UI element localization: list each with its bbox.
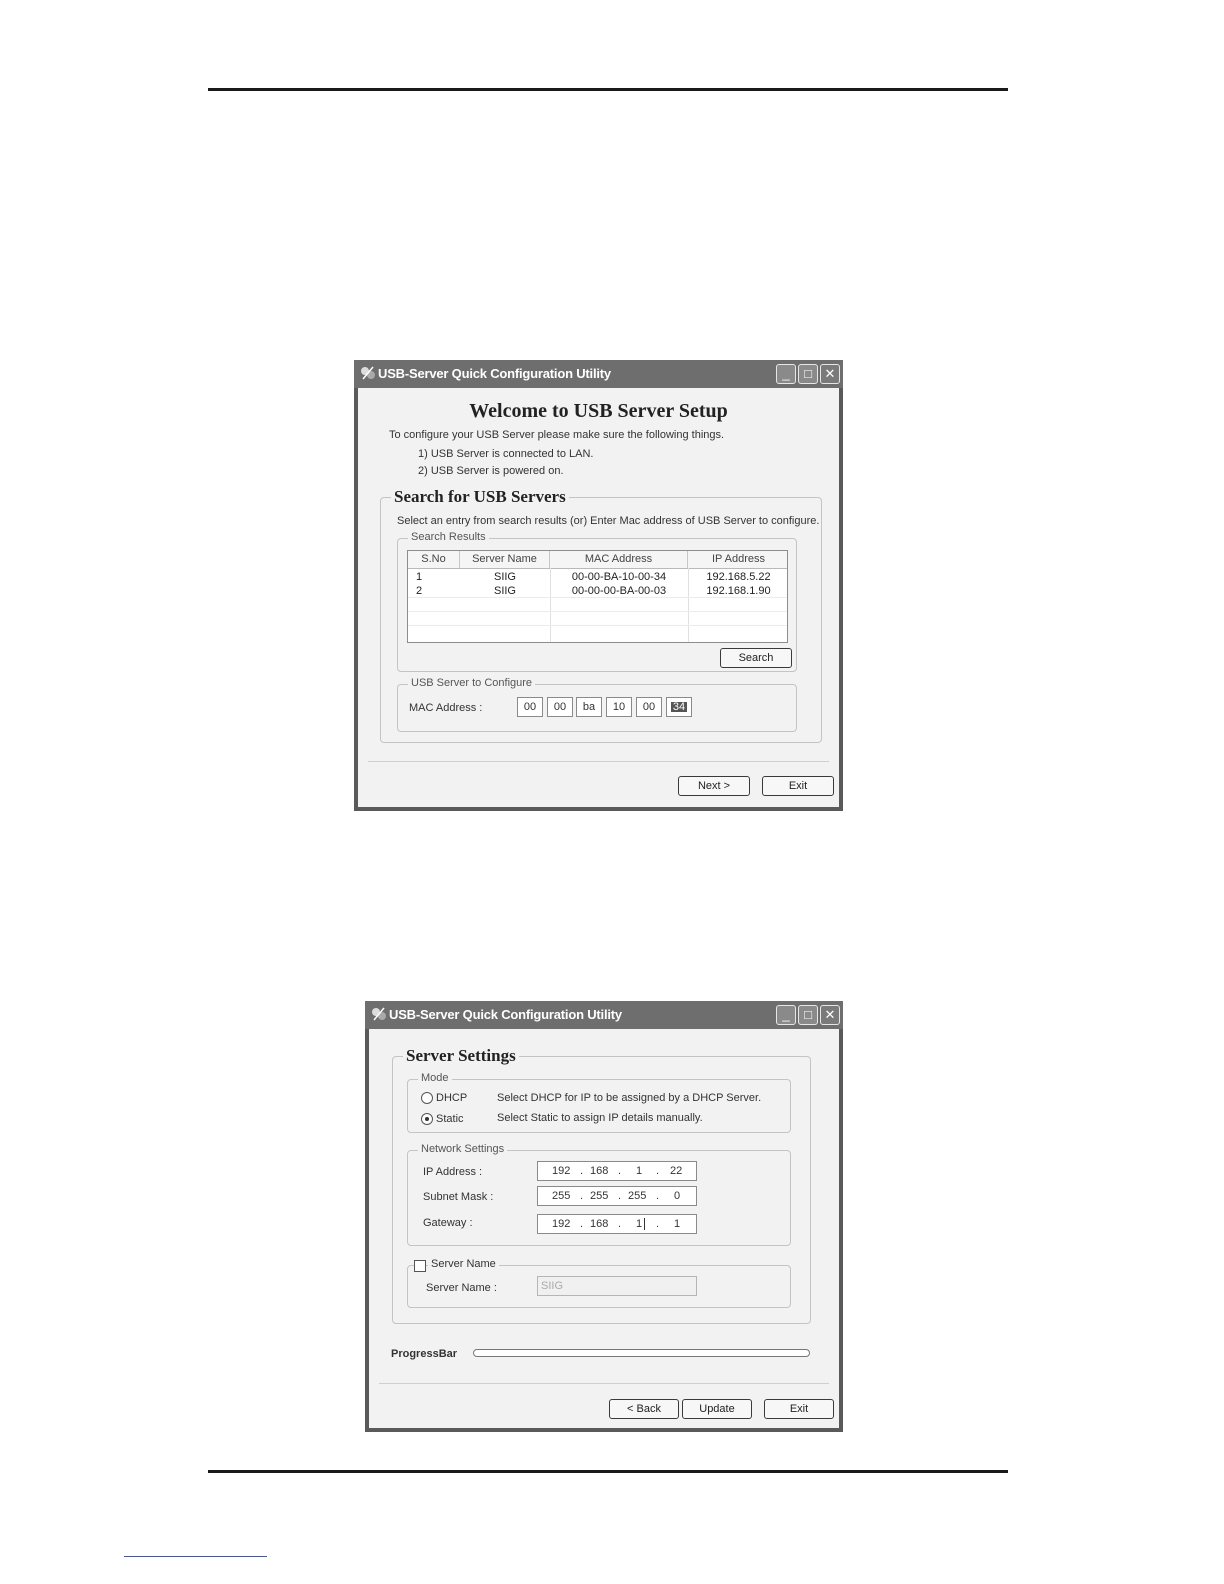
- header-rule: [208, 88, 1008, 91]
- exit-button[interactable]: Exit: [764, 1399, 834, 1419]
- table-row[interactable]: [408, 570, 787, 584]
- table-header: [408, 551, 787, 569]
- text-cursor: [644, 1218, 645, 1230]
- close-icon[interactable]: ✕: [820, 364, 840, 384]
- intro-text: To configure your USB Server please make sure the following things.: [389, 429, 725, 441]
- column-server-name[interactable]: Server Name: [460, 551, 550, 568]
- minimize-icon[interactable]: _: [776, 364, 796, 384]
- subnet-mask-field[interactable]: [537, 1186, 697, 1206]
- server-name-check-label[interactable]: Server Name: [428, 1258, 499, 1270]
- mac-octet-field[interactable]: 00: [636, 697, 662, 717]
- cell-ip-address: 192.168.5.22: [706, 571, 771, 583]
- dot: .: [618, 1165, 622, 1177]
- mac-octet-field[interactable]: ba: [576, 697, 602, 717]
- search-group: [380, 487, 822, 743]
- app-icon: [360, 365, 376, 381]
- subnet-octet: 255: [552, 1190, 571, 1202]
- dot: .: [580, 1218, 584, 1230]
- cell-sno: 2: [416, 585, 423, 597]
- checklist-item: 2) USB Server is powered on.: [418, 465, 564, 477]
- ip-address-field[interactable]: [537, 1161, 697, 1181]
- close-icon[interactable]: ✕: [820, 1005, 840, 1025]
- search-group-title: Search for USB Servers: [391, 487, 569, 507]
- mac-octet-field[interactable]: 00: [517, 697, 543, 717]
- column-sno[interactable]: S.No: [408, 551, 460, 568]
- server-settings-group: [392, 1046, 811, 1324]
- static-radio[interactable]: [421, 1113, 433, 1125]
- mode-group: [407, 1072, 791, 1133]
- column-mac-address[interactable]: MAC Address: [550, 551, 688, 568]
- dhcp-description: Select DHCP for IP to be assigned by a DHCP Server.: [497, 1092, 762, 1104]
- cell-server-name: SIIG: [493, 585, 516, 597]
- title-bar[interactable]: [354, 360, 843, 388]
- mac-octet-field[interactable]: 00: [547, 697, 573, 717]
- gateway-label: Gateway :: [423, 1217, 473, 1229]
- back-button[interactable]: < Back: [609, 1399, 679, 1419]
- footer-separator: [379, 1383, 829, 1384]
- window-title: USB-Server Quick Configuration Utility: [378, 366, 611, 381]
- mac-address-label: MAC Address :: [409, 702, 483, 714]
- cell-server-name: SIIG: [493, 571, 516, 583]
- search-instruction: Select an entry from search results (or) Enter Mac address of USB Server to configure.: [397, 515, 820, 527]
- maximize-icon[interactable]: □: [798, 1005, 818, 1025]
- subnet-mask-label: Subnet Mask :: [423, 1191, 494, 1203]
- ip-octet: 192: [552, 1165, 571, 1177]
- window-client: [358, 388, 839, 807]
- server-settings-title: Server Settings: [403, 1046, 519, 1066]
- window-client: [369, 1029, 839, 1428]
- settings-window: [365, 1001, 843, 1432]
- results-table[interactable]: [407, 550, 788, 643]
- server-name-field[interactable]: SIIG: [537, 1276, 697, 1296]
- gateway-octet: 1: [636, 1218, 643, 1230]
- static-description: Select Static to assign IP details manually.: [497, 1112, 703, 1124]
- window-title: USB-Server Quick Configuration Utility: [389, 1007, 622, 1022]
- welcome-window: [354, 360, 843, 811]
- cell-sno: 1: [416, 571, 423, 583]
- dhcp-radio[interactable]: [421, 1092, 433, 1104]
- table-row[interactable]: [408, 584, 787, 598]
- server-name-group: [407, 1258, 791, 1308]
- subnet-octet: 0: [674, 1190, 681, 1202]
- ip-octet: 168: [590, 1165, 609, 1177]
- cell-mac-address: 00-00-00-BA-00-03: [571, 585, 667, 597]
- update-button[interactable]: Update: [682, 1399, 752, 1419]
- gateway-field[interactable]: [537, 1214, 697, 1234]
- mac-octet-field[interactable]: 10: [606, 697, 632, 717]
- ip-address-label: IP Address :: [423, 1166, 483, 1178]
- footer-rule: [208, 1470, 1008, 1473]
- mode-group-title: Mode: [418, 1072, 452, 1084]
- dot: .: [656, 1165, 660, 1177]
- results-group-title: Search Results: [408, 531, 489, 543]
- static-label[interactable]: Static: [436, 1113, 464, 1125]
- server-name-label: Server Name :: [426, 1282, 497, 1294]
- subnet-octet: 255: [628, 1190, 647, 1202]
- search-button[interactable]: Search: [720, 648, 792, 668]
- next-button[interactable]: Next >: [678, 776, 750, 796]
- welcome-heading: Welcome to USB Server Setup: [469, 400, 728, 422]
- cell-ip-address: 192.168.1.90: [706, 585, 771, 597]
- dot: .: [580, 1190, 584, 1202]
- dot: .: [656, 1190, 660, 1202]
- dot: .: [618, 1218, 622, 1230]
- subnet-octet: 255: [590, 1190, 609, 1202]
- dhcp-label[interactable]: DHCP: [436, 1092, 468, 1104]
- row-divider: [408, 611, 787, 612]
- results-group: [397, 531, 797, 672]
- footer-link-underline: [124, 1556, 267, 1557]
- dot: .: [618, 1190, 622, 1202]
- progress-bar-label: ProgressBar: [391, 1348, 458, 1360]
- row-divider: [408, 625, 787, 626]
- minimize-icon[interactable]: _: [776, 1005, 796, 1025]
- gateway-octet: 1: [674, 1218, 681, 1230]
- title-bar[interactable]: [365, 1001, 843, 1029]
- checklist-item: 1) USB Server is connected to LAN.: [418, 448, 594, 460]
- server-name-checkbox[interactable]: [414, 1260, 426, 1272]
- exit-button[interactable]: Exit: [762, 776, 834, 796]
- gateway-octet: 192: [552, 1218, 571, 1230]
- cell-mac-address: 00-00-BA-10-00-34: [571, 571, 667, 583]
- app-icon: [371, 1006, 387, 1022]
- network-settings-title: Network Settings: [418, 1143, 507, 1155]
- mac-octet-field-selected[interactable]: 34: [666, 697, 692, 717]
- gateway-octet: 168: [590, 1218, 609, 1230]
- maximize-icon[interactable]: □: [798, 364, 818, 384]
- ip-octet: 22: [670, 1165, 683, 1177]
- dot: .: [656, 1218, 660, 1230]
- column-ip-address[interactable]: IP Address: [712, 553, 765, 565]
- ip-octet: 1: [636, 1165, 643, 1177]
- configure-group-title: USB Server to Configure: [408, 677, 535, 689]
- progress-bar: [473, 1349, 810, 1357]
- footer-separator: [368, 761, 829, 762]
- network-settings-group: [407, 1143, 791, 1246]
- configure-group: [397, 677, 797, 732]
- dot: .: [580, 1165, 584, 1177]
